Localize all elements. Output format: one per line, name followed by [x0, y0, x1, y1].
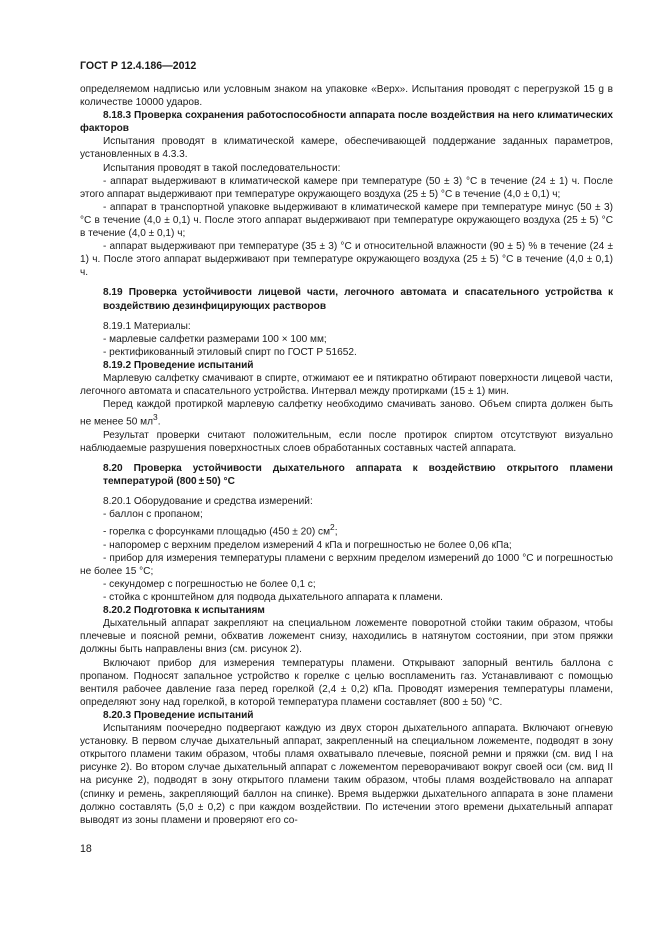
paragraph: Марлевую салфетку смачивают в спирте, отжимают ее и пятикратно обтирают поверхности лицевой части, легочного автомата и спасательного устройства. Интервал между протирками (15 ± 1) мин. — [80, 372, 613, 398]
section-heading-8-19: 8.19 Проверка устойчивости лицевой части, легочного автомата и спасательного устройства к воздействию дезинфицирующих растворов — [103, 287, 613, 312]
list-item: - напоромер с верхним пределом измерений 4 кПа и погрешностью не более 0,06 кПа; — [103, 539, 512, 551]
document-header: ГОСТ Р 12.4.186—2012 — [80, 60, 197, 72]
list-item-end: ; — [334, 526, 338, 538]
document-body — [80, 83, 613, 827]
list-item: - прибор для измерения температуры пламени с верхним пределом измерений до 1000 °С и погрешностью не более 15 °С; — [80, 552, 613, 577]
list-item — [80, 521, 613, 538]
plus-minus-sign: ± — [198, 475, 205, 487]
section-heading-8-20-2: 8.20.2 Подготовка к испытаниям — [103, 605, 265, 617]
paragraph: 8.19.1 Материалы: — [103, 320, 191, 332]
superscript: 2 — [330, 522, 335, 533]
list-item: - аппарат выдерживают при температуре (35 ± 3) °С и относительной влажности (90 ± 5) % в течение (24 ± 1) ч. После этого аппарат выдерживают при температуре окружающего воздуха (25 ± 5) °С в течение (4,0 ± 0,1) ч. — [80, 241, 613, 279]
list-item-text: - горелка с форсунками площадью (450 ± 20) см — [103, 526, 331, 538]
paragraph: Испытания проводят в такой последовательности: — [103, 162, 341, 174]
list-item: - секундомер с погрешностью не более 0,1 с; — [103, 579, 316, 590]
list-item: - стойка с кронштейном для подвода дыхательного аппарата к пламени. — [103, 592, 443, 604]
paragraph: Испытаниям поочередно подвергают каждую из двух сторон дыхательного аппарата. Включают огневую установку. В первом случае дыхательный аппарат, закрепленный на специальном ложементе, подводят в зону открытого пламени таким образом, чтобы пламя охватывало плечевые, поясной ремни и пряжки (см. вид I на рисунке 2). Во втором случае дыхательный аппарат с ложементом переворачивают вокруг своей оси (см. вид II на рисунке 2), подводят в зону открытого пламени таким образом, чтобы пламя воздействовало на аппарат (спинку и ремень, закрепляющий баллон на спинке). Время выдержки дыхательного аппарата в зоне пламени должно составлять (5,0 ± 0,2) с при каждом воздействии. По истечении этого времени дыхательный аппарат выводят из зоны пламени и проверяют его со- — [80, 723, 613, 826]
section-heading-8-18-3: 8.18.3 Проверка сохранения работоспособности аппарата после воздействия на него климатических факторов — [80, 110, 613, 135]
paragraph: Дыхательный аппарат закрепляют на специальном ложементе поворотной стойки таким образом, чтобы плечевые и поясной ремни, обхватив ложемент снизу, находились в натянутом состоянии, при этом пряжки должны быть направлены вниз (см. рисунок 2). — [80, 618, 613, 656]
paragraph: 8.20.1 Оборудование и средства измерений: — [103, 496, 313, 508]
paragraph: определяемом надписью или условным знаком на упаковке «Верх». Испытания проводят с перегрузкой 15 g в количестве 10000 ударов. — [80, 84, 613, 109]
paragraph: Результат проверки считают положительным, если после протирок спиртом отсутствуют визуально наблюдаемые разрушения поверхностных слоев обработанных составных частей аппарата. — [80, 429, 613, 454]
heading-text: 50) °С — [206, 475, 235, 487]
page-number: 18 — [80, 843, 92, 855]
superscript: 3 — [153, 412, 158, 423]
list-item: - ректификованный этиловый спирт по ГОСТ Р 51652. — [103, 346, 357, 358]
section-heading-8-19-2: 8.19.2 Проведение испытаний — [103, 359, 254, 371]
heading-text: 8.20 Проверка устойчивости дыхательного аппарата к воздействию открытого пламени температурой (800 — [103, 462, 613, 487]
paragraph — [80, 398, 613, 429]
section-heading-8-20 — [80, 462, 613, 488]
list-item: - аппарат в транспортной упаковке выдерживают в климатической камере при температуре минус (50 ± 3) °С в течение (4,0 ± 0,1) ч. После этого аппарат выдерживают при температуре окружающего воздуха (25 ± 5) °С в течение (4,0 ± 0,1) ч; — [80, 201, 613, 240]
section-heading-8-20-3: 8.20.3 Проведение испытаний — [103, 709, 254, 721]
list-item: - марлевые салфетки размерами 100 × 100 мм; — [103, 333, 327, 345]
paragraph: Включают прибор для измерения температуры пламени. Открывают запорный вентиль баллона с пропаном. Подносят запальное устройство к горелке с целью воспламенить газ. Устанавливают с помощью вентиля рабочее давление газа перед горелкой (2,4 ± 0,2) кПа. Проводят измерения температуры пламени, определяют зону над горелкой, в которой температура пламени составляет (800 ± 50) °С. — [80, 657, 613, 708]
paragraph-text: Перед каждой протиркой марлевую салфетку необходимо смачивать заново. Объем спирта должен быть не менее 50 мл — [80, 399, 613, 428]
paragraph-end: . — [157, 416, 161, 428]
list-item: - аппарат выдерживают в климатической камере при температуре (50 ± 3) °С в течение (24 ± 1) ч. После этого аппарат выдерживают при температуре окружающего воздуха (25 ± 5) °С в течение (4,0 ± 0,1) ч; — [80, 175, 613, 200]
list-item: - баллон с пропаном; — [103, 509, 203, 521]
paragraph: Испытания проводят в климатической камере, обеспечивающей поддержание заданных параметров, установленных в 4.3.3. — [80, 136, 613, 161]
